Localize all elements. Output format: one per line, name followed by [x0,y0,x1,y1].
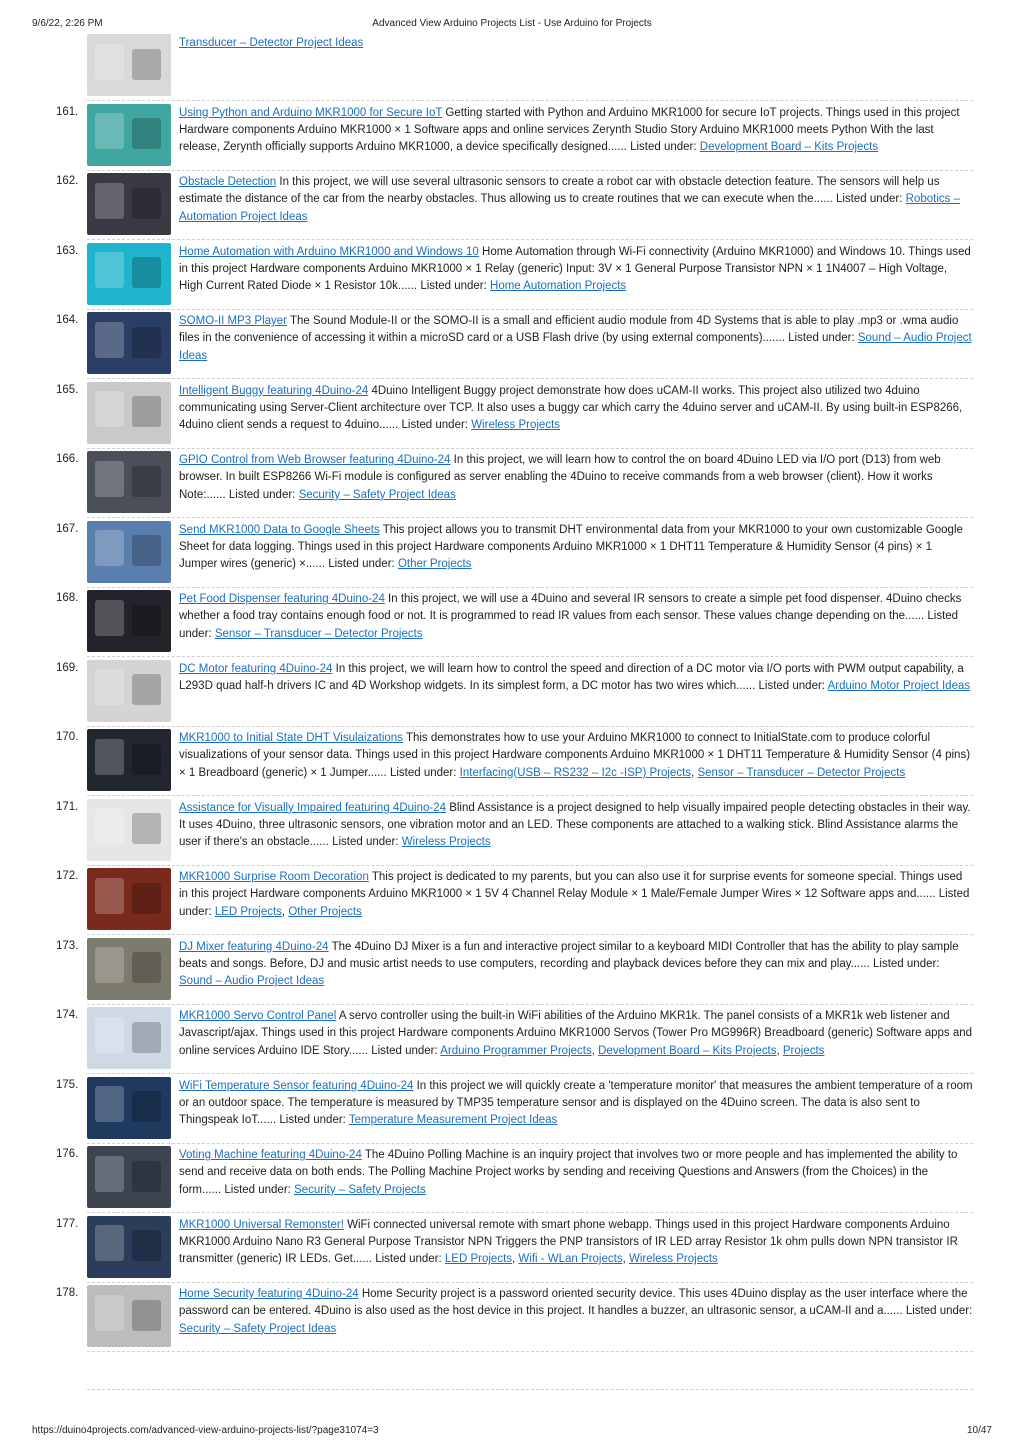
item-number: 163. [56,244,79,257]
item-number: 164. [56,314,79,326]
list-item [0,34,1024,104]
item-divider [87,170,973,171]
list-item [0,521,1024,591]
project-description: Blind Assistance is a project designed to help visually impaired people detecting obstacles in their way. It uses 4Duino, three ultrasonic sensors, one vibration motor and an LED. These components are attached to a walking stick. Blind Assistance alarms the user if there's an obstacle...... [179,801,971,849]
project-description: WiFi connected universal remote with smart phone webapp. Things used in this project Hardware components Arduino MKR1000 Arduino Nano R3 General Purpose Transistor NPN Triggers the PNP transistors of IR LED array Resistor 1k ohm pulls down NPN transistor IR transmitter (generic) IR LEDs. Get...... [179,1218,958,1266]
item-number: 175. [56,1078,79,1091]
item-number: 162. [56,175,79,187]
category-link[interactable]: Arduino Motor Project Ideas [827,679,971,692]
print-title: Advanced View Arduino Projects List - Use Arduino for Projects [372,18,652,29]
project-title-link[interactable]: Home Security featuring 4Duino-24 [179,1288,359,1300]
item-divider [87,378,973,379]
project-thumbnail[interactable] [87,1216,171,1278]
item-divider [87,239,973,240]
project-thumbnail[interactable] [87,382,171,444]
project-description: This demonstrates how to use your Arduino MKR1000 to connect to InitialState.com to produce colorful visualizations of your sensor data. Things used in this project Hardware components Arduino MKR1000 × 1 DHT11 Temperature & Humidity Sensor (4 pins) × 1 Breadboard (generic) × 1 Jumper...... [179,732,971,779]
project-thumbnail[interactable] [87,868,171,930]
item-number: 170. [56,731,79,743]
item-divider [87,1212,973,1213]
category-link[interactable]: Wireless Projects [471,419,561,432]
project-title-link[interactable]: MKR1000 Surprise Room Decoration [179,871,369,883]
project-thumbnail[interactable] [87,104,171,166]
project-title-link[interactable]: SOMO-II MP3 Player [179,315,287,327]
project-title-link[interactable]: Pet Food Dispenser featuring 4Duino-24 [179,593,385,605]
category-link[interactable]: Projects [782,1044,825,1057]
list-item [0,1077,1024,1147]
list-item [0,312,1024,382]
listed-under-label: Listed under: [420,280,487,293]
project-thumbnail[interactable] [87,34,171,96]
item-text: MKR1000 Universal Remonster! WiFi connected universal remote with smart phone webapp. Things used in this project Hardware components Arduino MKR1000 Arduino Nano R3 General Purpose Transistor NPN Triggers the PNP transistors of IR LED array Resistor 1k ohm pulls down NPN transistor IR transmitter (generic) IR LEDs. Get...... Listed under: LED Projects, Wifi - WLan Projects, Wireless Projects [179,1218,958,1266]
item-number: 172. [56,870,79,882]
category-link[interactable]: Temperature Measurement Project Ideas [348,1114,558,1127]
item-divider [87,656,973,657]
listed-under-label: Listed under: [389,766,457,779]
project-title-link[interactable]: Obstacle Detection [179,176,277,188]
project-thumbnail[interactable] [87,938,171,1000]
print-footer [0,1419,1024,1449]
item-divider [87,517,973,518]
listed-under-label: Listed under: [788,332,855,345]
listed-under-label: Listed under: [328,558,395,571]
print-url: https://duino4projects.com/advanced-view-arduino-projects-list/?page31074=3 [32,1425,379,1436]
project-title-link[interactable]: Home Automation with Arduino MKR1000 and Windows 10 [179,245,479,258]
item-text [179,313,973,365]
item-number: 166. [56,453,79,465]
item-text: MKR1000 Servo Control Panel A servo controller using the built-in WiFi abilities of the Arduino MKR1k. The panel consists of a MKR1k web listener and Javascript/ajax. Things used in this project Hardware components Arduino MKR1000 Servos (Tower Pro MG996R) Breadboard (generic) Software apps and online services Arduino IDE Story...... Listed under: Arduino Programmer Projects, Development Board – Kits Projects, Projects [179,1010,973,1057]
project-description: This project is dedicated to my parents, but you can also use it for surprise events for someone special. Things used in this project Hardware components Arduino MKR1000 × 1 5V 4 Channel Relay Module × 1 Male/Female Jumper Wires × 12 Software apps and...... Listed under: [179,871,970,918]
list-item [0,868,1024,938]
category-link[interactable]: Security – Safety Project Ideas [298,488,456,501]
list-item [0,1146,1024,1216]
category-link[interactable]: Wireless Projects [628,1253,718,1266]
list-item [0,1007,1024,1077]
item-divider [87,448,973,449]
item-text [179,522,973,574]
project-description: In this project, we will use several ultrasonic sensors to create a robot car with obstacle detection feature. The sensors will help us estimate the distance of the car from the nearby obstacles. Thus allowing us to create routines that we can execute when the...... [179,176,940,206]
item-number: 169. [56,661,79,674]
item-divider [87,1282,973,1283]
list-item [0,938,1024,1008]
item-text [179,661,973,696]
list-item [0,799,1024,869]
category-link[interactable]: Other Projects [397,558,472,571]
category-link[interactable]: LED Projects [214,905,282,918]
list-item [0,243,1024,313]
category-link[interactable]: LED Projects [444,1253,513,1266]
item-text [179,1147,973,1199]
project-title-link[interactable]: Assistance for Visually Impaired featuring 4Duino-24 [179,801,446,814]
item-divider [87,1143,973,1144]
project-thumbnail[interactable] [87,660,171,722]
item-number: 178. [56,1287,79,1299]
item-number: 173. [56,939,79,952]
item-text [179,174,973,226]
listed-under-label: Listed under: [375,1253,442,1266]
project-thumbnail[interactable] [87,243,171,305]
item-divider [87,1351,973,1352]
item-number: 174. [56,1009,79,1021]
item-number: 171. [56,800,79,813]
project-title-link[interactable]: MKR1000 Servo Control Panel [179,1010,337,1022]
category-link[interactable]: Security – Safety Project Ideas [179,1322,337,1335]
category-link[interactable]: Interfacing(USB – RS232 – I2c -ISP) Projects [459,766,692,779]
project-description: The 4Duino DJ Mixer is a fun and interactive project similar to a keyboard MIDI Controller that has the ability to play sample beats and songs. Before, DJ and music artist needs to use computers, recording and playback devices before they can mix and play...... [179,940,959,970]
category-link[interactable]: Wifi - WLan Projects [518,1253,623,1266]
project-thumbnail[interactable] [87,1285,171,1347]
item-divider [87,100,973,101]
listed-under-label: Listed under: [630,141,697,154]
item-divider [87,1004,973,1005]
project-list [0,34,1024,1355]
item-text [179,244,973,296]
item-divider [87,587,973,588]
project-description: Home Security project is a password oriented security device. This uses 4Duino display as the user interface where the password can be entered. 4Duino is also used as the host device in this project. It handles a buzzer, an ultrasonic sensor, a uCAM-II and a...... [179,1288,968,1318]
project-description: In this project, we will use a 4Duino and several IR sensors to create a simple pet food dispenser. 4Duino checks whether a food tray contains enough food or not. It is programmed to read IR values from each sensor. These values change depending on the...... Listed under: [179,593,962,640]
item-divider [87,1073,973,1074]
listed-under-label: Listed under: [279,1114,346,1127]
listed-under-label: Listed under: [228,488,296,501]
listed-under-label: Listed under: [873,957,940,970]
project-description: Getting started with Python and Arduino MKR1000 for secure IoT projects. Things used in this project Hardware components Arduino MKR1000 × 1 Software apps and online services Zerynth Studio Story Arduino MKR1000 meets Python With the last release, Zerynth officially supports Arduino MKR1000, a device specifically designed...... [179,106,960,154]
item-divider [87,726,973,727]
print-header [0,0,1024,30]
item-number: 177. [56,1217,79,1230]
project-description: A servo controller using the built-in WiFi abilities of the Arduino MKR1k. The panel consists of a MKR1k web listener and Javascript/ajax. Things used in this project Hardware components Arduino MKR1000 Servos (Tower Pro MG996R) Breadboard (generic) Software apps and online services Arduino IDE Story...... [179,1010,973,1057]
project-thumbnail[interactable] [87,1146,171,1208]
item-divider [87,934,973,935]
item-text [179,452,973,504]
project-description: 4Duino Intelligent Buggy project demonstrate how does uCAM-II works. This project also utilized two 4duino communicating using Server-Client architecture over TCP. It also uses a buggy car which carry the 4duino server and uCAM-II. By using built-in ESP8266, 4duino client sends a request to 4duino...... [179,384,963,432]
list-end-divider [87,1389,973,1390]
project-title-link[interactable]: Intelligent Buggy featuring 4Duino-24 [179,384,369,397]
listed-under-label: Listed under: [332,836,399,849]
category-link[interactable]: Security – Safety Projects [294,1183,426,1196]
item-number: 168. [56,592,79,604]
category-link[interactable]: Sound – Audio Project Ideas [179,332,972,362]
item-text [179,800,973,852]
project-title-link[interactable]: DC Motor featuring 4Duino-24 [179,662,333,675]
project-thumbnail[interactable] [87,1007,171,1069]
project-title-link[interactable]: MKR1000 Universal Remonster! [179,1218,344,1231]
list-item [0,382,1024,452]
project-description: In this project, we will learn how to control the speed and direction of a DC motor via I/O ports with PWM output capability, a L293D quad half-h drivers IC and 4D Workshop widgets. In its simplest form, a DC motor has two wires which...... [179,662,964,692]
project-thumbnail[interactable] [87,521,171,583]
project-title-link[interactable]: MKR1000 to Initial State DHT Visulaizations [179,732,403,744]
item-text [179,383,973,435]
category-link[interactable]: Development Board – Kits Projects [598,1044,777,1057]
project-title-link[interactable]: GPIO Control from Web Browser featuring 4Duino-24 [179,454,451,466]
item-divider [87,865,973,866]
project-thumbnail[interactable] [87,451,171,513]
project-title-link[interactable]: Send MKR1000 Data to Google Sheets [179,523,380,536]
project-title-link[interactable]: WiFi Temperature Sensor featuring 4Duino-24 [179,1079,414,1092]
list-item [0,729,1024,799]
project-title-link[interactable]: Transducer – Detector Project Ideas [179,37,364,49]
listed-under-label: Listed under: [905,1305,973,1318]
list-item [0,1216,1024,1286]
item-number: 167. [56,522,79,535]
listed-under-label: Listed under: [371,1044,438,1057]
list-item [0,660,1024,730]
item-text [179,591,973,643]
category-link[interactable]: Sound – Audio Project Ideas [179,975,325,988]
category-link[interactable]: Wireless Projects [401,836,491,849]
list-item [0,590,1024,660]
item-number: 165. [56,383,79,396]
item-text [179,35,973,52]
list-item [0,173,1024,243]
project-thumbnail[interactable] [87,799,171,861]
project-title-link[interactable]: Voting Machine featuring 4Duino-24 [179,1149,362,1161]
project-description: The 4Duino Polling Machine is an inquiry project that involves two or more people and has implemented the ability to send and receive data on both ends. The Polling Machine Project works by sending and receiving Questions and Answers (from the Choices) in the form...... Listed under: [179,1149,958,1196]
listed-under-label: Listed under: [835,193,903,206]
listed-under-label: Listed under: [401,419,468,432]
category-link[interactable]: Sensor – Transducer – Detector Projects [697,766,906,779]
print-page-number: 10/47 [966,1425,992,1436]
project-thumbnail[interactable] [87,729,171,791]
project-description: Home Automation through Wi-Fi connectivity (Arduino MKR1000) and Windows 10. Things used in this project Hardware components Arduino MKR1000 × 1 Relay (generic) Input: 3V × 1 General Purpose Transistor NPN × 1 1N4007 – High Voltage, High Current Rated Diode × 1 Resistor 10k...... [179,245,971,293]
project-thumbnail[interactable] [87,312,171,374]
item-number: 176. [56,1148,79,1160]
item-number: 161. [56,105,79,118]
project-title-link[interactable]: Using Python and Arduino MKR1000 for Secure IoT [179,106,443,119]
category-link[interactable]: Other Projects [288,905,362,918]
list-item [0,104,1024,174]
project-title-link[interactable]: DJ Mixer featuring 4Duino-24 [179,940,329,953]
item-text [179,939,973,991]
project-thumbnail[interactable] [87,1077,171,1139]
item-text: MKR1000 Surprise Room Decoration This project is dedicated to my parents, but you can also use it for surprise events for someone special. Things used in this project Hardware components Arduino MKR1000 × 1 5V 4 Channel Relay Module × 1 Male/Female Jumper Wires × 12 Software apps and...... Listed under: LED Projects, Other Projects [179,871,970,918]
project-description: In this project, we will learn how to control the on board 4Duino LED via I/O port (D13) from web browser. In built ESP8266 Wi-Fi module is configured as server enabling the 4Duino to receive commands from a web browser (client). How it works Note:...... [179,454,941,501]
category-link[interactable]: Development Board – Kits Projects [699,141,879,154]
item-text [179,1078,973,1130]
category-link[interactable]: Sensor – Transducer – Detector Projects [214,627,423,640]
item-text [179,1286,973,1338]
item-text: MKR1000 to Initial State DHT Visulaizations This demonstrates how to use your Arduino MKR1000 to connect to InitialState.com to produce colorful visualizations of your sensor data. Things used in this project Hardware components Arduino MKR1000 × 1 DHT11 Temperature & Humidity Sensor (4 pins) × 1 Breadboard (generic) × 1 Jumper...... Listed under: Interfacing(USB – RS232 – I2c -ISP) Projects, Sensor – Transducer – Detector Projects [179,732,971,779]
category-link[interactable]: Home Automation Projects [490,280,627,293]
project-description: This project allows you to transmit DHT environmental data from your MKR1000 to your own customizable Google Sheet for data logging. Things used in this project Hardware components Arduino MKR1000 × 1 DHT11 Temperature & Humidity Sensor (4 pins) × 1 Jumper wires (generic) ×...... [179,523,963,571]
listed-under-label: Listed under: [758,679,825,692]
project-thumbnail[interactable] [87,173,171,235]
list-item [0,1285,1024,1355]
item-text [179,105,973,157]
item-divider [87,795,973,796]
list-item [0,451,1024,521]
project-thumbnail[interactable] [87,590,171,652]
print-datetime: 9/6/22, 2:26 PM [32,18,103,29]
category-link[interactable]: Arduino Programmer Projects [440,1044,592,1057]
project-description: In this project we will quickly create a 'temperature monitor' that measures the ambient temperature of a room or an outdoor space. The temperature is measured by TMP35 temperature sensor and is displayed on the 4Duino screen. The data is also sent to Thingspeak IoT...... [179,1079,973,1127]
category-link[interactable]: Robotics – Automation Project Ideas [179,193,960,223]
project-description: The Sound Module-II or the SOMO-II is a small and efficient audio module from 4D Systems that is able to play .mp3 or .wma audio files in the convenience of accessing it within a microSD card or a USB Flash drive (by using external components)....... [179,315,959,345]
item-divider [87,309,973,310]
